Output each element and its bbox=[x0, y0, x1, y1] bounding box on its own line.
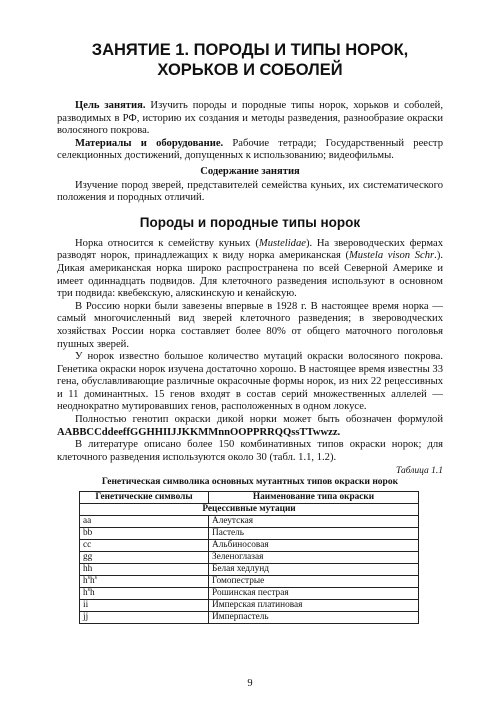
color-type-cell: Имперская платиновая bbox=[209, 600, 419, 612]
symbol-cell: cc bbox=[80, 540, 209, 552]
table-row bbox=[80, 612, 419, 624]
symbol-superscript: s bbox=[94, 575, 97, 582]
genotype-paragraph bbox=[57, 414, 443, 439]
symbol-base: h bbox=[83, 588, 88, 599]
table-row bbox=[80, 576, 419, 588]
goal-label: Цель занятия. bbox=[75, 100, 146, 111]
symbol-cell: hh bbox=[80, 564, 209, 576]
goal-paragraph bbox=[57, 100, 443, 138]
table-label: Таблица 1.1 bbox=[396, 466, 443, 477]
table-caption: Генетическая символика основных мутантных типов окраски норок bbox=[101, 477, 399, 488]
symbol-base: h bbox=[90, 576, 95, 587]
materials-text: Рабочие тетради; Государственный реестр селекционных достижений, допущенных к использованию; видеофильмы. bbox=[57, 137, 443, 162]
p1-text-c: .). Дикая американская норка широко распространена по всей Северной Америке и имеет одиннадцать подвидов. Для клеточного разведения используют в основном три подвида: квебекскую, аляскинскую и кенайскую. bbox=[57, 250, 443, 300]
materials-label: Материалы и оборудование. bbox=[75, 137, 224, 149]
symbol-cell: aa bbox=[80, 516, 209, 528]
mink-family-paragraph bbox=[57, 238, 443, 301]
table-row bbox=[80, 516, 419, 528]
table-row bbox=[80, 588, 419, 600]
color-type-cell: Рошинская пестрая bbox=[209, 588, 419, 600]
symbol-cell: jj bbox=[80, 612, 209, 624]
page-number: 9 bbox=[247, 678, 253, 689]
column-header-color-type: Наименование типа окраски bbox=[209, 492, 419, 504]
recessive-group-label: Рецессивные мутации bbox=[80, 504, 419, 516]
section-title: Породы и породные типы норок bbox=[139, 214, 361, 230]
mink-history-paragraph: В Россию норки были завезены впервые в 1928 г. В настоящее время норка — самый многочисленный вид зверей клеточного разведения; в звероводческих хозяйствах России норка составляет более 80% от общего маточного поголовья пушных зверей. bbox=[57, 300, 443, 350]
symbol-cell bbox=[80, 588, 209, 600]
content-heading: Содержание занятия bbox=[200, 165, 300, 177]
family-latin-name: Mustelidae bbox=[258, 237, 306, 249]
p1-text-a: Норка относится к семейству куньих ( bbox=[75, 237, 259, 249]
lesson-title bbox=[57, 40, 443, 80]
color-type-cell: Алеутская bbox=[209, 516, 419, 528]
color-type-cell: Имперпастель bbox=[209, 612, 419, 624]
table-header-row bbox=[80, 492, 419, 504]
table-row bbox=[80, 600, 419, 612]
goal-text: Изучить породы и породные типы норок, хорьков и соболей, разводимых в РФ, историю их создания и методы разведения, разнообразие окраски волосяного покрова. bbox=[57, 100, 443, 137]
table-row bbox=[80, 552, 419, 564]
symbol-superscript: s bbox=[87, 587, 90, 594]
table-row bbox=[80, 528, 419, 540]
symbol-superscript: s bbox=[87, 575, 90, 582]
p1-text-b: ). На звероводческих фермах разводят норок, принадлежащих к виду норка американская ( bbox=[57, 237, 443, 262]
symbol-base: h bbox=[90, 588, 95, 599]
symbol-base: h bbox=[83, 576, 88, 587]
symbol-cell: ii bbox=[80, 600, 209, 612]
table-row bbox=[80, 564, 419, 576]
materials-paragraph bbox=[57, 138, 443, 163]
symbol-cell bbox=[80, 576, 209, 588]
lesson-title-line-2: ХОРЬКОВ И СОБОЛЕЙ bbox=[157, 61, 343, 79]
color-type-cell: Зеленоглазая bbox=[209, 552, 419, 564]
lesson-title-line-1: ЗАНЯТИЕ 1. ПОРОДЫ И ТИПЫ НОРОК, bbox=[91, 41, 409, 59]
color-type-cell: Гомопестрые bbox=[209, 576, 419, 588]
color-type-cell: Пастель bbox=[209, 528, 419, 540]
table-row bbox=[80, 540, 419, 552]
literature-paragraph: В литературе описано более 150 комбинативных типов окраски норок; для клеточного разведения используются около 30 (табл. 1.1, 1.2). bbox=[57, 439, 443, 463]
color-type-cell: Альбиносовая bbox=[209, 540, 419, 552]
column-header-symbols: Генетические символы bbox=[80, 492, 209, 504]
mink-mutations-paragraph: У норок известно большое количество мутаций окраски волосяного покрова. Генетика окраски норок изучена достаточно хорошо. В настоящее время известны 33 гена, обуславливающие различные окрасочные формы норок, из них 22 рецессивных и 11 доминантных. 15 генов входят в состав серий множественных аллелей — неоднократно мутировавших генов, расположенных в одном локусе. bbox=[57, 351, 443, 413]
genetic-symbols-table bbox=[79, 491, 419, 624]
p4-text: Полностью генотип окраски дикой норки может быть обозначен формулой bbox=[75, 414, 443, 426]
color-type-cell: Белая хедлунд bbox=[209, 564, 419, 576]
table-group-row bbox=[80, 504, 419, 516]
symbol-cell: bb bbox=[80, 528, 209, 540]
symbol-cell: gg bbox=[80, 552, 209, 564]
species-latin-name: Mustela vison Schr bbox=[348, 250, 435, 262]
content-paragraph: Изучение пород зверей, представителей семейства куньих, их систематического положения и породных отличий. bbox=[57, 179, 443, 204]
genotype-formula: AABBCCddeeffGGHHIIJJKKMMnnOOPPRRQQssTTwwzz. bbox=[57, 426, 341, 438]
